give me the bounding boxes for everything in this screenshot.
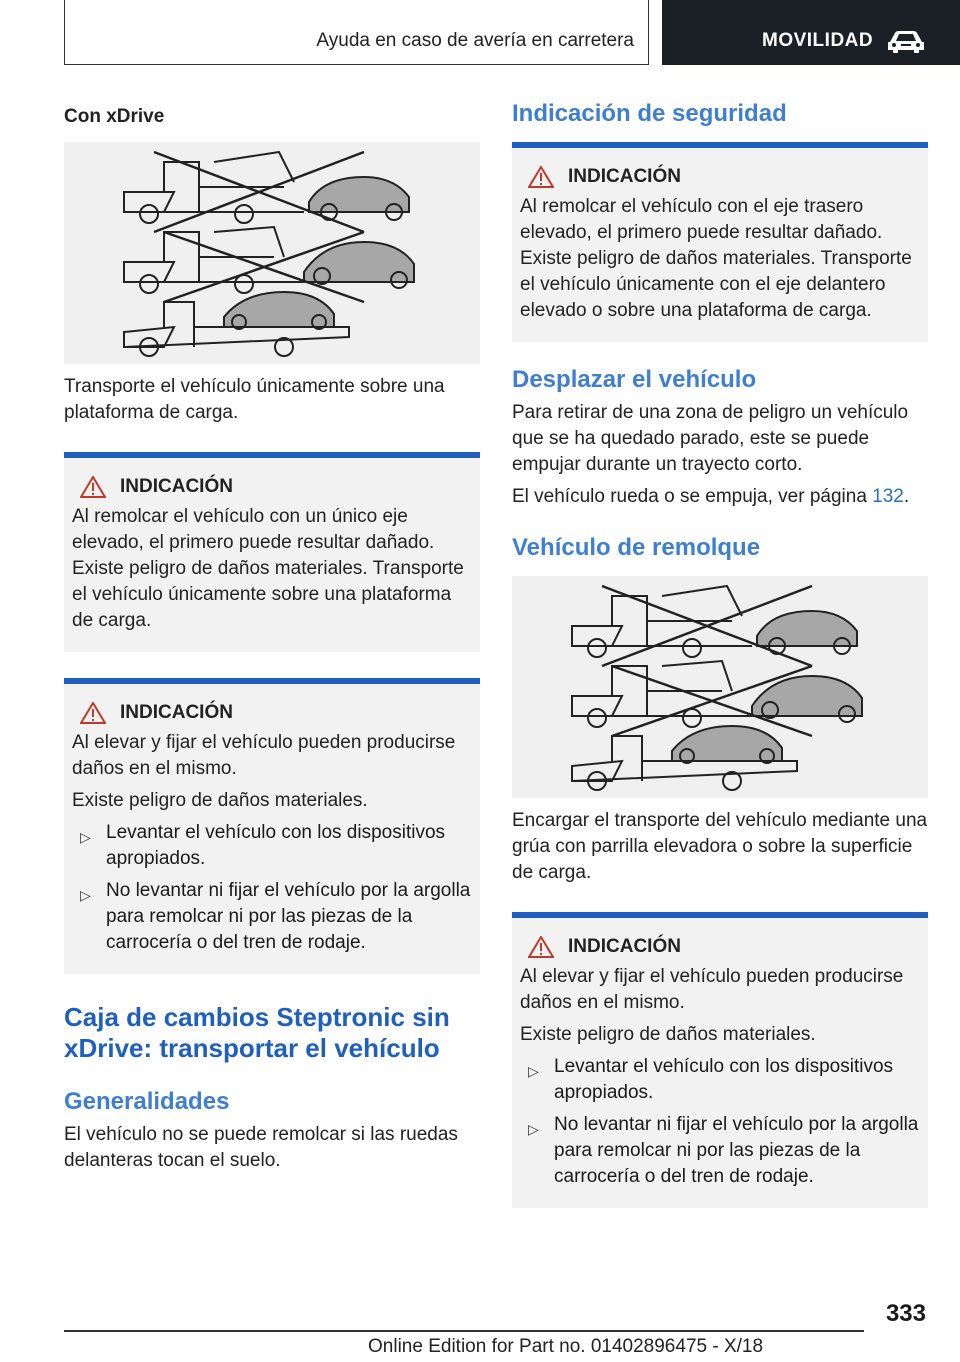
notice-text: Al elevar y fijar el vehículo pueden producirse daños en el mismo. (520, 966, 904, 1013)
notice-title: INDICACIÓN (568, 936, 681, 957)
move-reference: El vehículo rueda o se empuja, ver página 132. (512, 486, 910, 507)
notice-box-lifting-right (512, 912, 928, 1208)
notice-box-rear-axle (512, 148, 928, 342)
generalidades-text: El vehículo no se puede remolcar si las ruedas delanteras tocan el suelo. (64, 1124, 458, 1171)
notice-bullets (520, 1054, 920, 1190)
notice-title: INDICACIÓN (120, 702, 233, 723)
tow-illustration-vehicle-svg (512, 576, 928, 798)
list-item: ▷ No levantar ni fijar el vehículo por la argolla para remolcar ni por las piezas de la carrocería o del tren de rodaje. (528, 1114, 919, 1187)
right-column (512, 100, 928, 1208)
tow-illustration-vehicle (512, 576, 928, 798)
notice-text: Existe peligro de daños materiales. (72, 790, 368, 811)
left-column (64, 100, 480, 1174)
list-item: ▷ No levantar ni fijar el vehículo por la argolla para remolcar ni por las piezas de la carrocería o del tren de rodaje. (80, 880, 471, 953)
bullet-triangle-icon: ▷ (528, 1063, 539, 1079)
footer-divider (64, 1330, 864, 1332)
notice-text: Al remolcar el vehículo con el eje trasero elevado, el primero puede resultar dañado. Existe peligro de daños materiales. Transporte el vehículo únicamente con el eje delantero elevado o sobre una plataforma de carga. (520, 196, 912, 321)
bullet-triangle-icon: ▷ (80, 887, 91, 903)
notice-title: INDICACIÓN (568, 166, 681, 187)
section-title-move: Desplazar el vehículo (512, 366, 757, 393)
list-item: ▷ Levantar el vehículo con los dispositivos apropiados. (528, 1056, 894, 1103)
notice-box-single-axle (64, 452, 480, 652)
header-section-label: MOVILIDAD (762, 30, 874, 51)
notice-text: Al remolcar el vehículo con un único eje elevado, el primero puede resultar dañado. Existe peligro de daños materiales. Transporte el vehículo únicamente sobre una plataforma de carga. (72, 506, 464, 631)
section-title-safety: Indicación de seguridad (512, 100, 787, 127)
section-title-tow-vehicle: Vehículo de remolque (512, 534, 761, 561)
notice-text: Al elevar y fijar el vehículo pueden producirse daños en el mismo. (72, 732, 456, 779)
notice-title: INDICACIÓN (120, 476, 233, 497)
subsection-title-generalidades: Generalidades (64, 1088, 230, 1115)
warning-icon (528, 936, 554, 958)
xdrive-caption: Transporte el vehículo únicamente sobre una plataforma de carga. (64, 376, 445, 423)
move-text: Para retirar de una zona de peligro un vehículo que se ha quedado parado, este se puede empujar durante un trayecto corto. (512, 402, 909, 475)
tow-illustration-xdrive (64, 142, 480, 364)
header-title-box (64, 0, 649, 65)
tow-illustration-xdrive-svg (64, 142, 480, 364)
warning-icon (80, 476, 106, 498)
warning-icon (528, 166, 554, 188)
page-link-132[interactable]: 132 (872, 486, 904, 507)
car-icon (886, 28, 926, 54)
header-section-tab[interactable] (662, 0, 960, 65)
page-number: 333 (885, 1300, 926, 1327)
xdrive-heading: Con xDrive (64, 106, 165, 127)
footer-edition: Online Edition for Part no. 01402896475 - X/18 (368, 1336, 764, 1357)
header-title: Ayuda en caso de avería en carretera (316, 30, 634, 51)
bullet-triangle-icon: ▷ (528, 1121, 539, 1137)
list-item: ▷ Levantar el vehículo con los dispositivos apropiados. (80, 822, 446, 869)
notice-bullets (72, 820, 472, 956)
notice-text: Existe peligro de daños materiales. (520, 1024, 816, 1045)
bullet-triangle-icon: ▷ (80, 829, 91, 845)
notice-box-lifting (64, 678, 480, 974)
tow-caption: Encargar el transporte del vehículo mediante una grúa con parrilla elevadora o sobre la superficie de carga. (512, 810, 928, 883)
warning-icon (80, 702, 106, 724)
section-title-steptronic: Caja de cambios Steptronic sin xDrive: transportar el vehículo (64, 1002, 450, 1063)
